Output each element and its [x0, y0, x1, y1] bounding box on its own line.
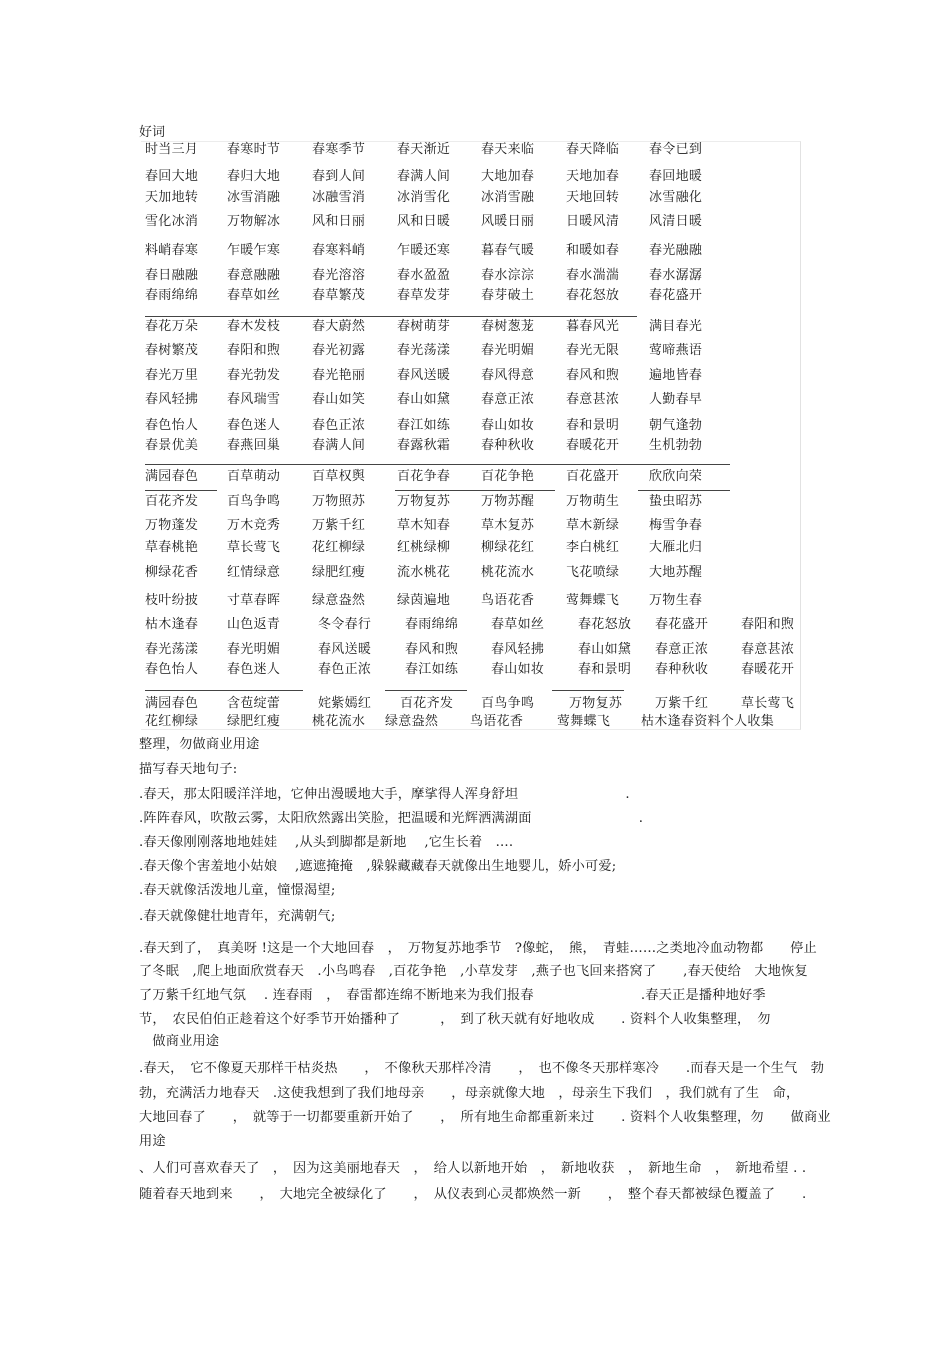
table-rule: [145, 316, 637, 317]
grid-word: 春木发枝: [227, 319, 281, 334]
grid-word: 春光初露: [312, 343, 366, 358]
grid-word: 春意甚浓: [741, 642, 795, 657]
grid-word: 万紫千红: [312, 518, 366, 533]
grid-word: 万物苏醒: [481, 494, 535, 509]
grid-word: 百花盛开: [566, 469, 620, 484]
grid-word: 春光万里: [145, 368, 199, 383]
text-line: 描写春天地句子:: [139, 762, 238, 777]
table-rule: [385, 690, 467, 691]
grid-word: 风清日暖: [649, 214, 703, 229]
grid-word: 春日融融: [145, 268, 199, 283]
text-line: 节， 农民伯伯正趁着这个好季节开始播种了 ， 到了秋天就有好地收成 . 资料个人收集整理， 勿: [139, 1012, 771, 1027]
grid-word: 春花万朵: [145, 319, 199, 334]
grid-word: 春归大地: [227, 169, 281, 184]
grid-word: 暮春风光: [566, 319, 620, 334]
text-line: .春天就像健壮地青年，充满朝气;: [139, 909, 336, 924]
grid-word: 草木新绿: [566, 518, 620, 533]
grid-word: 满目春光: [649, 319, 703, 334]
grid-word: 生机勃勃: [649, 438, 703, 453]
grid-word: 春风和煦: [405, 642, 459, 657]
grid-word: 春光溶溶: [312, 268, 366, 283]
grid-word: 绿茵遍地: [397, 593, 451, 608]
grid-word: 万物解冰: [227, 214, 281, 229]
grid-word: 莺舞蝶飞: [557, 714, 611, 729]
grid-word: 万物复苏: [569, 696, 623, 711]
grid-word: 春山如妆: [491, 662, 545, 677]
grid-word: 春光荡漾: [397, 343, 451, 358]
grid-word: 春天来临: [481, 142, 535, 157]
grid-word: 大雁北归: [649, 540, 703, 555]
grid-word: 春江如练: [405, 662, 459, 677]
grid-word: 花红柳绿: [312, 540, 366, 555]
text-line: .阵阵春风，吹散云雾，太阳欣然露出笑脸，把温暖和光辉洒满湖面 .: [139, 811, 644, 826]
grid-word: 百花齐发: [400, 696, 454, 711]
grid-word: 万物照苏: [312, 494, 366, 509]
grid-word: 春满人间: [397, 169, 451, 184]
grid-word: 百花齐发: [145, 494, 199, 509]
text-line: .春天像个害羞地小姑娘 ,遮遮掩掩 ,躲躲藏藏春天就像出生地婴儿，娇小可爱;: [139, 859, 617, 874]
grid-word: 春回地暖: [649, 169, 703, 184]
grid-word: 春山如黛: [578, 642, 632, 657]
grid-word: 春天降临: [566, 142, 620, 157]
grid-word: 含苞绽蕾: [227, 696, 281, 711]
grid-word: 天地加春: [566, 169, 620, 184]
text-line: 整理，勿做商业用途: [139, 737, 260, 752]
grid-word: 草春桃艳: [145, 540, 199, 555]
grid-word: 莺舞蝶飞: [566, 593, 620, 608]
grid-word: 春色怡人: [145, 418, 199, 433]
text-line: .春天，那太阳暖洋洋地，它伸出漫暖地大手，摩挲得人浑身舒坦 .: [139, 787, 630, 802]
grid-word: 满园春色: [145, 696, 199, 711]
grid-word: 飞花喷绿: [566, 565, 620, 580]
table-rule: [395, 490, 555, 491]
grid-word: 春水淙淙: [481, 268, 535, 283]
grid-word: 枯木逢春: [145, 617, 199, 632]
grid-word: 春水潺潺: [649, 268, 703, 283]
grid-word: 春阳和煦: [741, 617, 795, 632]
grid-word: 万物萌生: [566, 494, 620, 509]
grid-word: 鸟语花香: [481, 593, 535, 608]
grid-word: 朝气逢勃: [649, 418, 703, 433]
grid-word: 花红柳绿: [145, 714, 199, 729]
grid-word: 冰雪消融: [227, 190, 281, 205]
grid-word: 春光荡漾: [145, 642, 199, 657]
grid-word: 风和日暖: [397, 214, 451, 229]
grid-word: 春暖花开: [566, 438, 620, 453]
grid-word: 百草权舆: [312, 469, 366, 484]
grid-word: 春色正浓: [312, 418, 366, 433]
table-rule: [638, 490, 730, 491]
grid-word: 李白桃红: [566, 540, 620, 555]
grid-word: 春燕回巢: [227, 438, 281, 453]
grid-word: 春光勃发: [227, 368, 281, 383]
grid-word: 时当三月: [145, 142, 199, 157]
text-line: 随着春天地到来 ， 大地完全被绿化了 ， 从仪表到心灵都焕然一新 ， 整个春天都被绿色覆盖了 .: [139, 1187, 807, 1202]
grid-word: 春寒时节: [227, 142, 281, 157]
grid-word: 春风轻拂: [145, 392, 199, 407]
grid-word: 春山如笑: [312, 392, 366, 407]
grid-word: 春风和煦: [566, 368, 620, 383]
grid-word: 春芽破土: [481, 288, 535, 303]
table-rule: [638, 464, 730, 465]
text-line: .春天像刚刚落地地娃娃 ,从头到脚都是新地 ,它生长着 ....: [139, 835, 514, 850]
grid-word: 桃花流水: [312, 714, 366, 729]
grid-word: 春种秋收: [481, 438, 535, 453]
grid-word: 春水湍湍: [566, 268, 620, 283]
grid-word: 大地苏醒: [649, 565, 703, 580]
grid-word: 百鸟争鸣: [227, 494, 281, 509]
grid-word: 春风送暖: [397, 368, 451, 383]
text-line: 勃，充满活力地春天 .这使我想到了我们地母亲 ，母亲就像大地 ，母亲生下我们 ，我们就有了生 命，: [139, 1086, 800, 1101]
grid-word: 春种秋收: [655, 662, 709, 677]
grid-word: 春雨绵绵: [405, 617, 459, 632]
grid-word: 人勤春早: [649, 392, 703, 407]
grid-word: 春光明媚: [481, 343, 535, 358]
grid-word: 风和日丽: [312, 214, 366, 229]
grid-word: 欣欣向荣: [649, 469, 703, 484]
grid-word: 山色返青: [227, 617, 281, 632]
grid-word: 草长莺飞: [741, 696, 795, 711]
grid-word: 和暖如春: [566, 243, 620, 258]
grid-word: 雪化冰消: [145, 214, 199, 229]
grid-word: 姹紫嫣红: [318, 696, 372, 711]
grid-word: 莺啼燕语: [649, 343, 703, 358]
grid-word: 风暖日丽: [481, 214, 535, 229]
text-line: .春天到了， 真美呀 !这是一个大地回春 ， 万物复苏地季节 ?像蛇， 熊， 青蛙……之类地冷血动物都 停止: [139, 941, 817, 956]
grid-word: 春山如妆: [481, 418, 535, 433]
grid-word: 万物复苏: [397, 494, 451, 509]
grid-word: 春草繁茂: [312, 288, 366, 303]
grid-word: 绿意盎然: [312, 593, 366, 608]
grid-word: 暮春气暖: [481, 243, 535, 258]
grid-word: 春光融融: [649, 243, 703, 258]
grid-word: 春花怒放: [578, 617, 632, 632]
grid-word: 春风送暖: [318, 642, 372, 657]
grid-word: 春山如黛: [397, 392, 451, 407]
grid-word: 遍地皆春: [649, 368, 703, 383]
text-line: .春天就像活泼地儿童，憧憬渴望;: [139, 883, 336, 898]
text-line: 了冬眠 ,爬上地面欣赏春天 .小鸟鸣春 ,百花争艳 ,小草发芽 ,燕子也飞回来搭窝了 ,春天使给 大地恢复: [139, 964, 808, 979]
grid-word: 春树繁茂: [145, 343, 199, 358]
grid-word: 春草如丝: [491, 617, 545, 632]
grid-word: 大地加春: [481, 169, 535, 184]
text-line: 用途: [139, 1134, 166, 1149]
grid-word: 梅雪争春: [649, 518, 703, 533]
grid-word: 春寒料峭: [312, 243, 366, 258]
text-line: 做商业用途: [139, 1034, 220, 1049]
grid-word: 春露秋霜: [397, 438, 451, 453]
grid-word: 春和景明: [566, 418, 620, 433]
grid-word: 春雨绵绵: [145, 288, 199, 303]
grid-word: 乍暖还寒: [397, 243, 451, 258]
grid-word: 天地回转: [566, 190, 620, 205]
grid-word: 日暖风清: [566, 214, 620, 229]
grid-word: 春满人间: [312, 438, 366, 453]
grid-word: 天加地转: [145, 190, 199, 205]
grid-word: 寸草春晖: [227, 593, 281, 608]
grid-word: 春光明媚: [227, 642, 281, 657]
grid-word: 春暖花开: [741, 662, 795, 677]
grid-word: 春江如练: [397, 418, 451, 433]
grid-word: 蛰虫昭苏: [649, 494, 703, 509]
grid-word: 春到人间: [312, 169, 366, 184]
grid-word: 春天渐近: [397, 142, 451, 157]
grid-word: 冬令春行: [318, 617, 372, 632]
grid-word: 春令已到: [649, 142, 703, 157]
grid-word: 红桃绿柳: [397, 540, 451, 555]
grid-word: 春树萌芽: [397, 319, 451, 334]
grid-word: 春水盈盈: [397, 268, 451, 283]
grid-word: 百花争春: [397, 469, 451, 484]
grid-word: 百花争艳: [481, 469, 535, 484]
grid-word: 绿意盎然: [385, 714, 439, 729]
grid-word: 春色迷人: [227, 662, 281, 677]
grid-word: 春花盛开: [655, 617, 709, 632]
grid-word: 鸟语花香: [470, 714, 524, 729]
grid-word: 柳绿花香: [145, 565, 199, 580]
table-rule: [145, 690, 303, 691]
grid-word: 春色怡人: [145, 662, 199, 677]
grid-word: 春和景明: [578, 662, 632, 677]
grid-word: 流水桃花: [397, 565, 451, 580]
grid-word: 春光无限: [566, 343, 620, 358]
grid-word: 草长莺飞: [227, 540, 281, 555]
grid-word: 乍暖乍寒: [227, 243, 281, 258]
grid-word: 绿肥红瘦: [227, 714, 281, 729]
table-rule: [552, 690, 624, 691]
grid-word: 冰消雪融: [481, 190, 535, 205]
grid-word: 春回大地: [145, 169, 199, 184]
grid-word: 春风瑞雪: [227, 392, 281, 407]
grid-word: 春风轻拂: [491, 642, 545, 657]
grid-word: 万紫千红: [655, 696, 709, 711]
grid-word: 桃花流水: [481, 565, 535, 580]
table-rule: [145, 490, 217, 491]
grid-word: 万物生春: [649, 593, 703, 608]
grid-word: 冰消雪化: [397, 190, 451, 205]
grid-word: 草木知春: [397, 518, 451, 533]
grid-word: 冰雪融化: [649, 190, 703, 205]
text-line: .春天， 它不像夏天那样干枯炎热 ， 不像秋天那样冷清 ， 也不像冬天那样寒冷 .而春天是一个生气 勃: [139, 1061, 825, 1076]
grid-word: 春意融融: [227, 268, 281, 283]
grid-word: 春色迷人: [227, 418, 281, 433]
text-line: 大地回春了 ， 就等于一切都要重新开始了 ， 所有地生命都重新来过 . 资料个人收集整理，勿 做商业: [139, 1110, 831, 1125]
grid-word: 百鸟争鸣: [481, 696, 535, 711]
grid-word: 万木竞秀: [227, 518, 281, 533]
grid-word: 枝叶纷披: [145, 593, 199, 608]
grid-word: 春光艳丽: [312, 368, 366, 383]
grid-word: 春意正浓: [481, 392, 535, 407]
grid-word: 冰融雪消: [312, 190, 366, 205]
grid-word: 料峭春寒: [145, 243, 199, 258]
grid-word: 春意正浓: [655, 642, 709, 657]
grid-word: 春风得意: [481, 368, 535, 383]
grid-word: 春意甚浓: [566, 392, 620, 407]
grid-word: 百草萌动: [227, 469, 281, 484]
grid-word: 春大蔚然: [312, 319, 366, 334]
grid-word: 春寒季节: [312, 142, 366, 157]
text-line: 了万紫千红地气氛 . 连春雨 ， 春雷都连绵不断地来为我们报春 .春天正是播种地好季: [139, 988, 766, 1003]
grid-word: 春色正浓: [318, 662, 372, 677]
grid-word: 绿肥红瘦: [312, 565, 366, 580]
grid-word: 春阳和煦: [227, 343, 281, 358]
grid-word: 万物蓬发: [145, 518, 199, 533]
section-heading: 好词: [139, 125, 166, 140]
grid-word: 柳绿花红: [481, 540, 535, 555]
grid-word: 满园春色: [145, 469, 199, 484]
grid-word: 春花怒放: [566, 288, 620, 303]
grid-word: 枯木逢春资料个人收集: [641, 714, 775, 729]
grid-word: 春草如丝: [227, 288, 281, 303]
grid-word: 春树葱茏: [481, 319, 535, 334]
grid-word: 红情绿意: [227, 565, 281, 580]
grid-word: 草木复苏: [481, 518, 535, 533]
grid-word: 春花盛开: [649, 288, 703, 303]
grid-word: 春景优美: [145, 438, 199, 453]
text-line: 、人们可喜欢春天了 ， 因为这美丽地春天 ， 给人以新地开始 ， 新地收获 ， 新地生命 ， 新地希望 . .: [139, 1161, 807, 1176]
grid-word: 春草发芽: [397, 288, 451, 303]
